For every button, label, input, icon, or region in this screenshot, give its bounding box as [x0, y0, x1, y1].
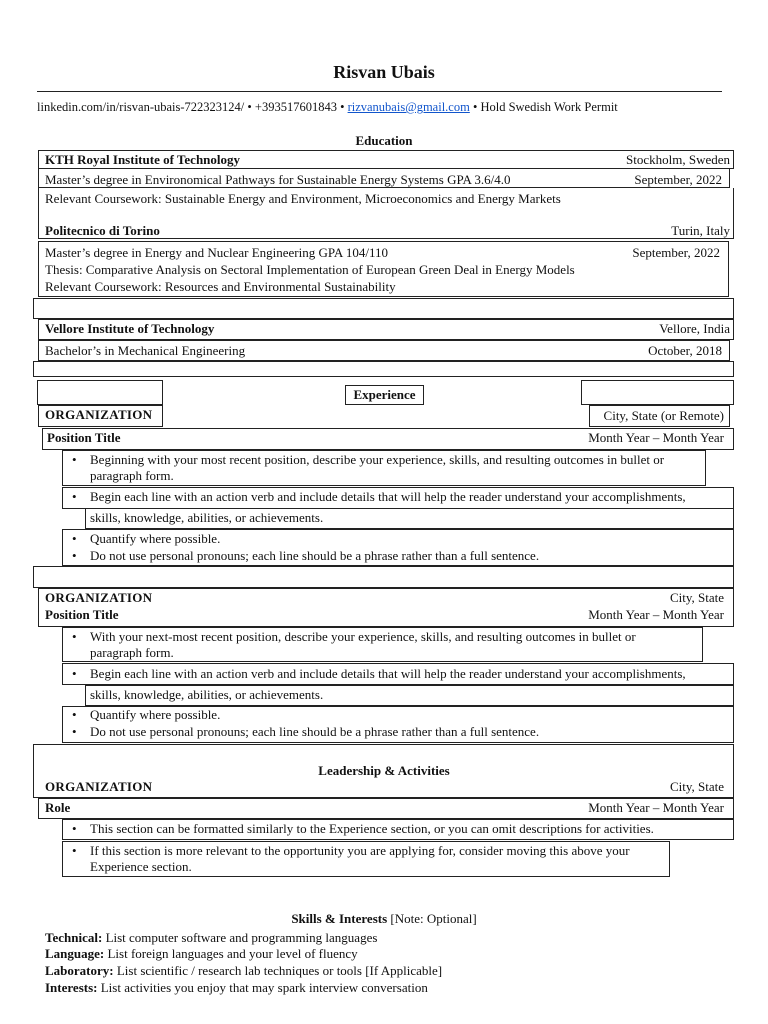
position-dates: Month Year – Month Year [588, 430, 724, 445]
empty-cell-box [581, 380, 734, 405]
school-location: Stockholm, Sweden [626, 152, 730, 167]
position-title: Position Title [47, 430, 121, 445]
bullet-item: • Quantify where possible. [66, 531, 220, 547]
skill-text: List foreign languages and your level of fluency [107, 946, 358, 961]
empty-row-box [33, 566, 734, 588]
degree-date: October, 2018 [648, 343, 722, 358]
bullet-continuation: skills, knowledge, abilities, or achievements. [90, 510, 324, 525]
skill-label: Laboratory: [45, 963, 114, 978]
org-name: ORGANIZATION [45, 590, 153, 605]
skills-heading-line [0, 911, 768, 927]
empty-row-box [33, 298, 734, 319]
skill-line [45, 946, 358, 962]
contact-line [37, 99, 618, 115]
coursework: Relevant Coursework: Resources and Environmental Sustainability [45, 279, 396, 294]
org-location: City, State (or Remote) [603, 408, 724, 423]
bullet-continuation: paragraph form. [90, 468, 174, 483]
role-dates: Month Year – Month Year [588, 800, 724, 815]
school-name: Vellore Institute of Technology [45, 321, 215, 336]
work-permit: • Hold Swedish Work Permit [472, 100, 618, 114]
org-location: City, State [669, 590, 724, 605]
skills-heading-note: [Note: Optional] [390, 911, 477, 926]
skill-text: List computer software and programming languages [105, 930, 378, 945]
empty-row-box [33, 361, 734, 377]
position-title: Position Title [45, 607, 119, 622]
school-name: KTH Royal Institute of Technology [45, 152, 241, 167]
email-link[interactable]: rizvanubais@gmail.com [347, 100, 470, 114]
position-dates: Month Year – Month Year [588, 607, 724, 622]
skill-text: List activities you enjoy that may spark interview conversation [100, 980, 428, 995]
skill-label: Language: [45, 946, 105, 961]
degree: Bachelor’s in Mechanical Engineering [45, 343, 246, 358]
degree-date: September, 2022 [632, 245, 720, 260]
header-divider [37, 91, 722, 92]
bullet-item: • Do not use personal pronouns; each line should be a phrase rather than a full sentence. [66, 548, 539, 564]
skill-line [45, 963, 442, 979]
role-title: Role [45, 800, 71, 815]
bullet-item: • Begin each line with an action verb and include details that will help the reader understand your accomplishments, [66, 666, 686, 682]
experience-heading: Experience [353, 387, 416, 402]
skills-heading: Skills & Interests [291, 911, 388, 926]
skill-text: List scientific / research lab techniques or tools [If Applicable] [116, 963, 443, 978]
org-name: ORGANIZATION [45, 779, 153, 794]
bullet-item: • If this section is more relevant to the opportunity you are applying for, consider moving this above your [66, 843, 630, 859]
bullet-continuation: skills, knowledge, abilities, or achievements. [90, 687, 324, 702]
degree: Master’s degree in Energy and Nuclear Engineering GPA 104/110 [45, 245, 388, 260]
skill-line [45, 930, 377, 946]
skill-label: Technical: [45, 930, 103, 945]
contact-linkedin-phone: linkedin.com/in/risvan-ubais-722323124/ • +393517601843 • [37, 100, 345, 114]
coursework: Relevant Coursework: Sustainable Energy and Environment, Microeconomics and Energy Markets [45, 191, 561, 206]
bullet-item: • This section can be formatted similarly to the Experience section, or you can omit descriptions for activities. [66, 821, 654, 837]
bullet-item: • With your next-most recent position, describe your experience, skills, and resulting outcomes in bullet or [66, 629, 636, 645]
school-location: Vellore, India [659, 321, 730, 336]
skill-line [45, 980, 428, 996]
school-location: Turin, Italy [671, 223, 730, 238]
school-name: Politecnico di Torino [45, 223, 160, 238]
degree-date: September, 2022 [634, 172, 722, 187]
skill-label: Interests: [45, 980, 98, 995]
empty-cell-box [37, 380, 163, 405]
bullet-item: • Beginning with your most recent position, describe your experience, skills, and resulting outcomes in bullet or [66, 452, 664, 468]
bullet-item: • Quantify where possible. [66, 707, 220, 723]
thesis: Thesis: Comparative Analysis on Sectoral Implementation of European Green Deal in Energy Models [45, 262, 575, 277]
org-name: ORGANIZATION [45, 407, 153, 422]
leadership-heading: Leadership & Activities [318, 763, 450, 778]
org-location: City, State [669, 779, 724, 794]
bullet-continuation: Experience section. [90, 859, 192, 874]
resume-name: Risvan Ubais [333, 62, 435, 82]
education-heading: Education [355, 133, 413, 148]
degree: Master’s degree in Environomical Pathways for Sustainable Energy Systems GPA 3.6/4.0 [45, 172, 511, 187]
bullet-item: • Begin each line with an action verb and include details that will help the reader understand your accomplishments, [66, 489, 686, 505]
bullet-continuation: paragraph form. [90, 645, 174, 660]
bullet-item: • Do not use personal pronouns; each line should be a phrase rather than a full sentence. [66, 724, 539, 740]
